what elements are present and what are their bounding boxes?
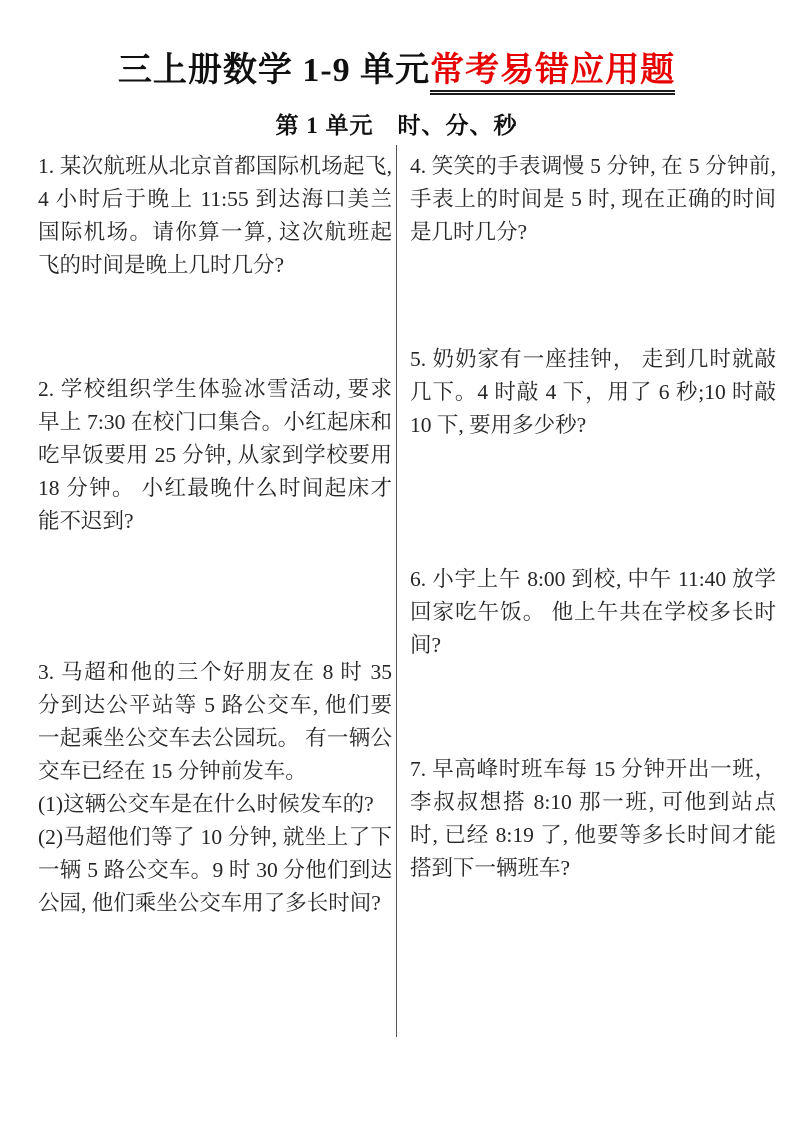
problem-1-text: 1. 某次航班从北京首都国际机场起飞, 4 小时后于晚上 11:55 到达海口美兰国际机场。请你算一算, 这次航班起飞的时间是晚上几时几分? (38, 154, 392, 277)
problem-3 (38, 656, 392, 920)
problem-2-text: 2. 学校组织学生体验冰雪活动, 要求早上 7:30 在校门口集合。小红起床和吃早饭要用 25 分钟, 从家到学校要用 18 分钟。 小红最晚什么时间起床才能不迟到? (38, 377, 392, 533)
problem-3-sub2: (2)马超他们等了 10 分钟, 就坐上了下一辆 5 路公交车。9 时 30 分他们到达公园, 他们乘坐公交车用了多长时间? (38, 825, 392, 915)
column-divider (396, 145, 397, 1037)
problem-6-text: 6. 小宇上午 8:00 到校, 中午 11:40 放学回家吃午饭。 他上午共在学校多长时间? (410, 567, 776, 657)
page-title-prefix: 三上册数学 1-9 单元 (117, 52, 431, 89)
left-column (38, 145, 392, 1037)
problem-5 (410, 343, 776, 442)
problem-6 (410, 563, 776, 662)
problem-3-text: 3. 马超和他的三个好朋友在 8 时 35 分到达公平站等 5 路公交车, 他们要一起乘坐公交车去公园玩。 有一辆公交车已经在 15 分钟前发车。 (38, 660, 392, 783)
page-title-highlight: 常考易错应用题 (430, 52, 675, 95)
right-column (410, 145, 776, 1037)
problem-7-text: 7. 早高峰时班车每 15 分钟开出一班，李叔叔想搭 8:10 那一班, 可他到站点时, 已经 8:19 了, 他要等多长时间才能搭到下一辆班车? (410, 757, 776, 880)
unit-subtitle: 第 1 单元 时、分、秒 (275, 113, 518, 138)
problem-3-sub1: (1)这辆公交车是在什么时候发车的? (38, 792, 374, 816)
page-title (0, 42, 793, 91)
problems-area (0, 145, 793, 1037)
problem-5-text: 5. 奶奶家有一座挂钟， 走到几时就敲几下。4 时敲 4 下，用了 6 秒;10 时敲 10 下, 要用多少秒? (410, 347, 776, 437)
problem-2 (38, 373, 392, 538)
problem-1 (38, 150, 392, 282)
problem-4-text: 4. 笑笑的手表调慢 5 分钟, 在 5 分钟前, 手表上的时间是 5 时, 现在正确的时间是几时几分? (410, 154, 776, 244)
problem-7 (410, 753, 776, 885)
problem-4 (410, 150, 776, 249)
